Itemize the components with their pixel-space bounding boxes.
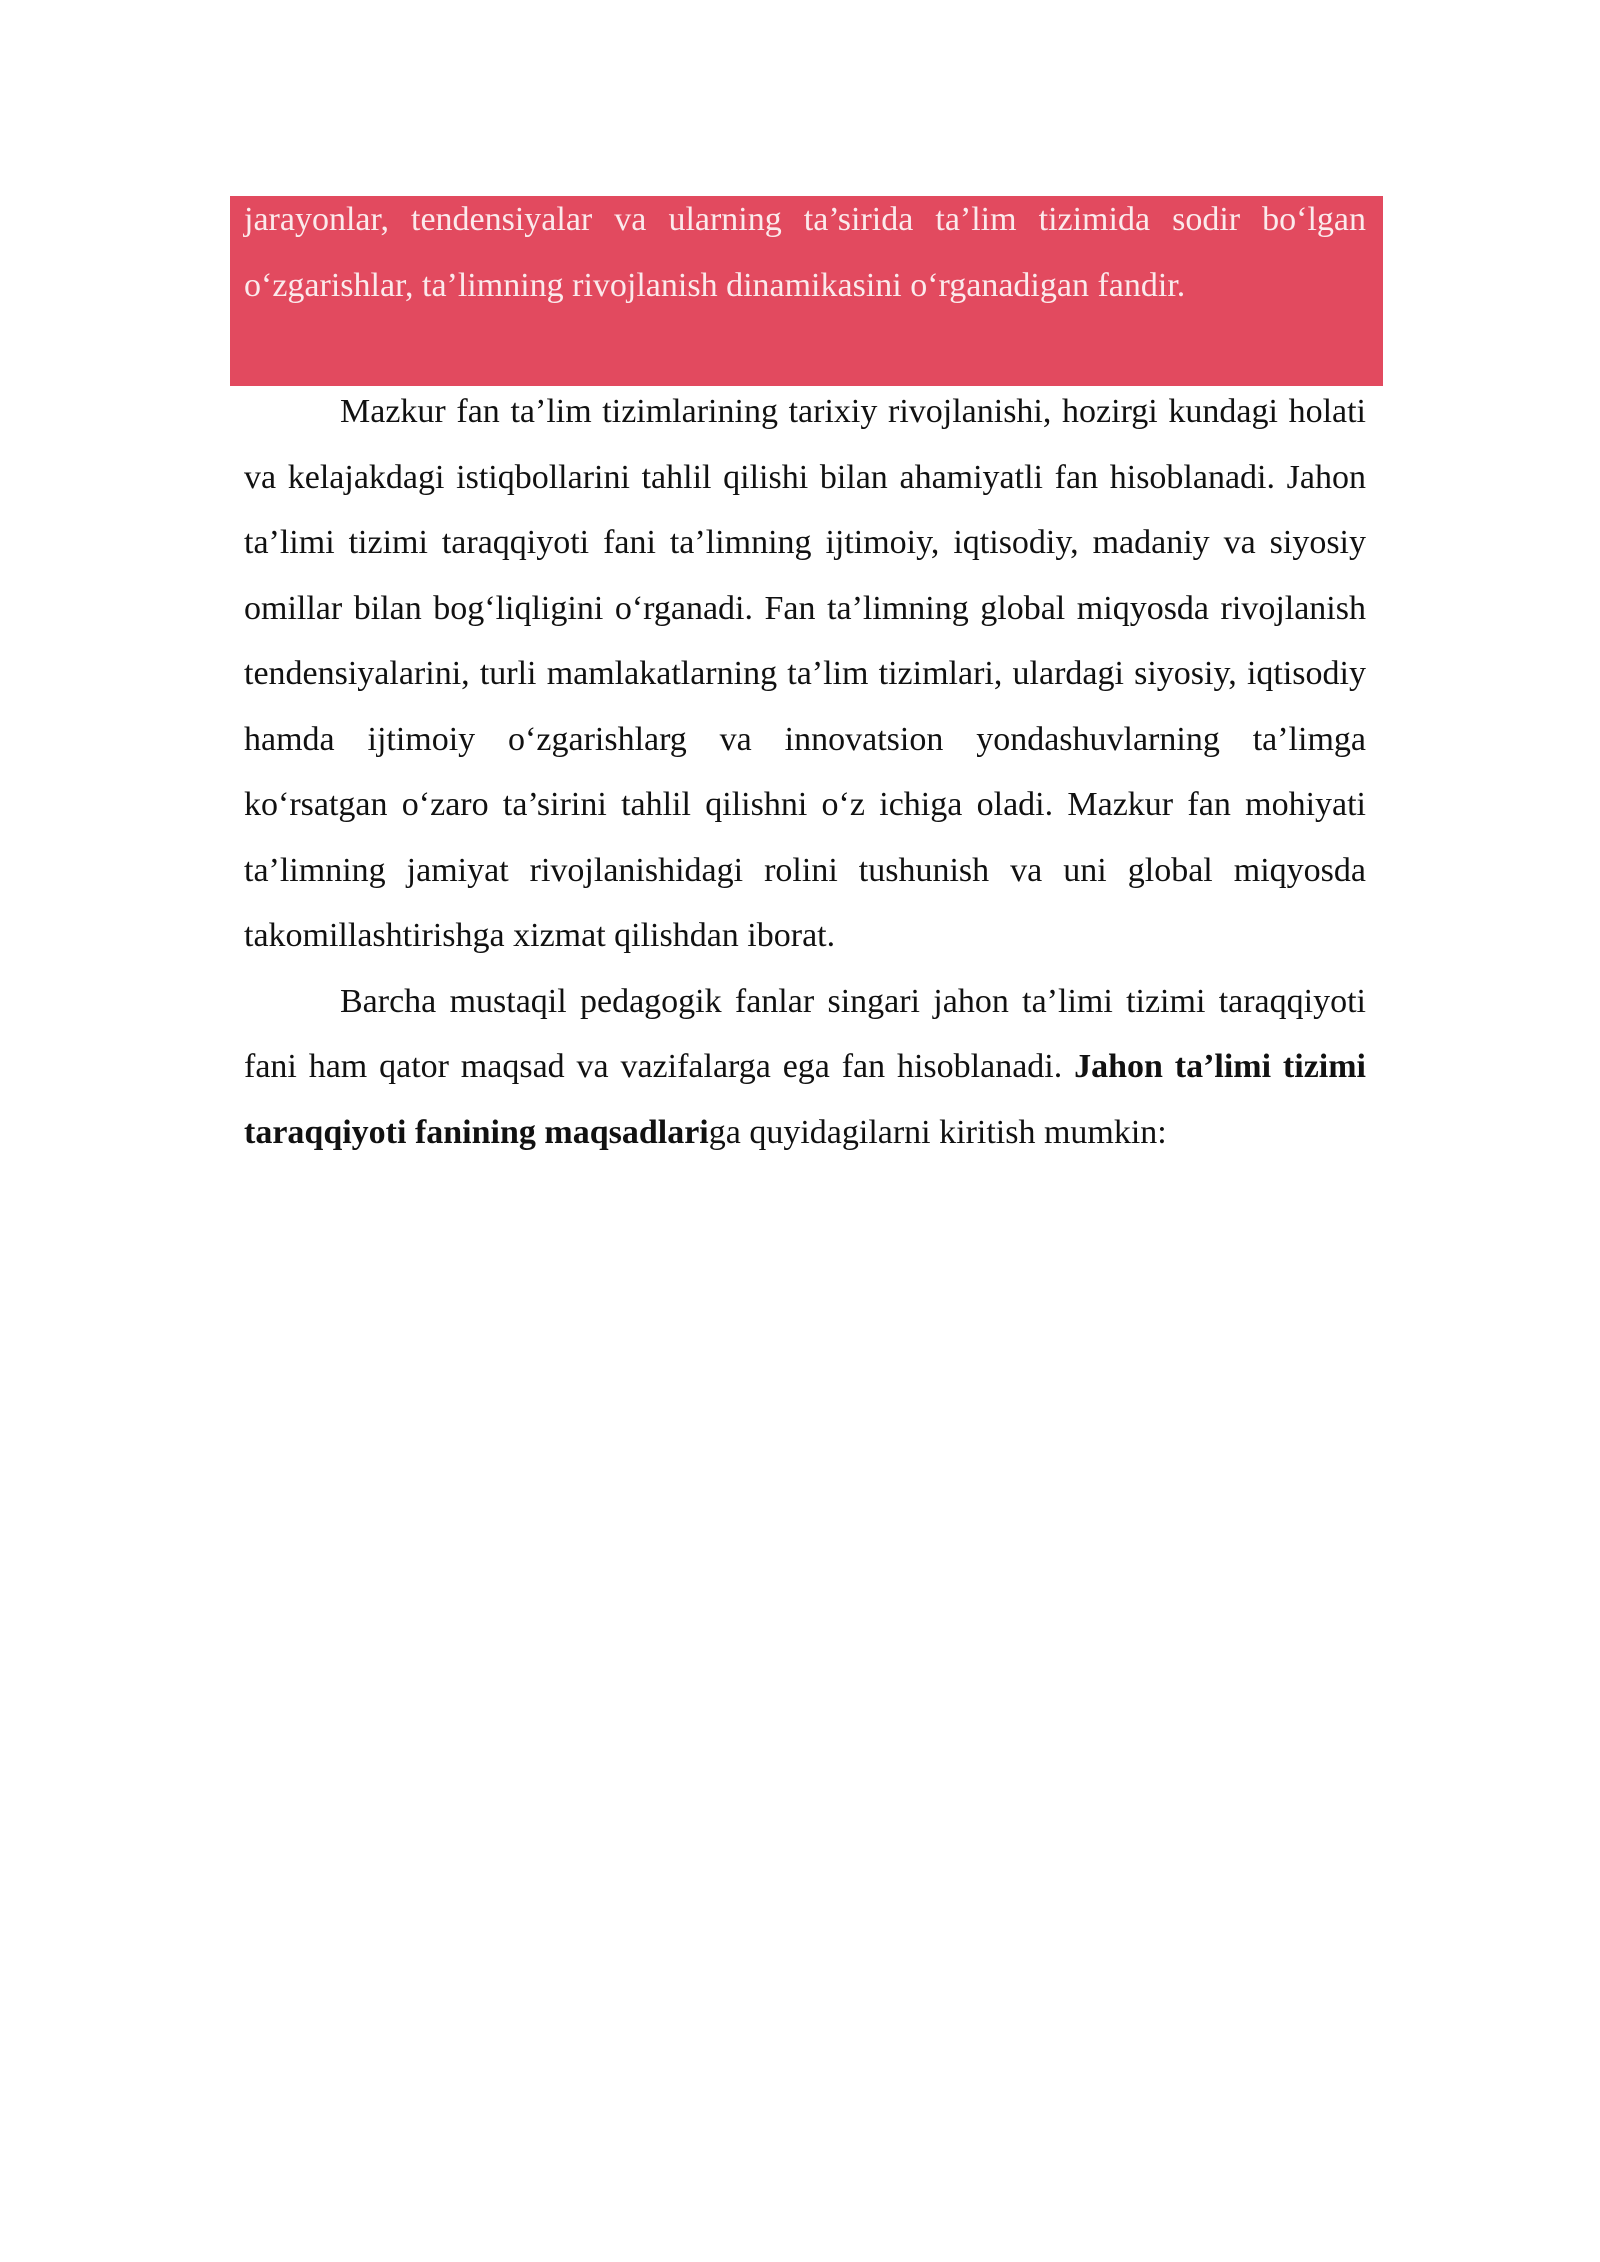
highlighted-text-block — [244, 187, 1366, 318]
paragraph-3-bold: Jahon ta’limi tizimi taraqqiyoti fanining maqsadlari — [244, 1048, 1366, 1151]
paragraph-3-end: ga quyidagilarni kiritish mumkin: — [708, 1113, 1167, 1151]
paragraph-3-start: Barcha mustaqil pedagogik fanlar singari jahon ta’limi tizimi taraqqiyoti fani ham qator maqsad va vazifalarga ega fan hisoblanadi. — [244, 982, 1366, 1085]
paragraph-3 — [244, 969, 1366, 1166]
paragraph-2: Mazkur fan ta’lim tizimlarining tarixiy rivojlanishi, hozirgi kundagi holati va kelajakdagi istiqbollarini tahlil qilishi bilan ahamiyatli fan hisoblanadi. Jahon ta’limi tizimi taraqqiyoti fani ta’limning ijtimoiy, iqtisodiy, madaniy va siyosiy omillar bilan bog‘liqligini o‘rganadi. Fan ta’limning global miqyosda rivojlanish tendensiyalarini, turli mamlakatlarning ta’lim tizimlari, ulardagi siyosiy, iqtisodiy hamda ijtimoiy o‘zgarishlarg va innovatsion yondashuvlarning ta’limga ko‘rsatgan o‘zaro ta’sirini tahlil qilishni o‘z ichiga oladi. Mazkur fan mohiyati ta’limning jamiyat rivojlanishidagi rolini tushunish va uni global miqyosda takomillashtirishga xizmat qilishdan iborat. — [244, 393, 1366, 954]
highlighted-paragraph: jarayonlar, tendensiyalar va ularning ta’sirida ta’lim tizimida sodir bo‘lgan o‘zgarishlar, ta’limning rivojlanish dinamikasini o‘rganadigan fandir. — [244, 201, 1366, 304]
body-text-block — [244, 379, 1366, 1165]
